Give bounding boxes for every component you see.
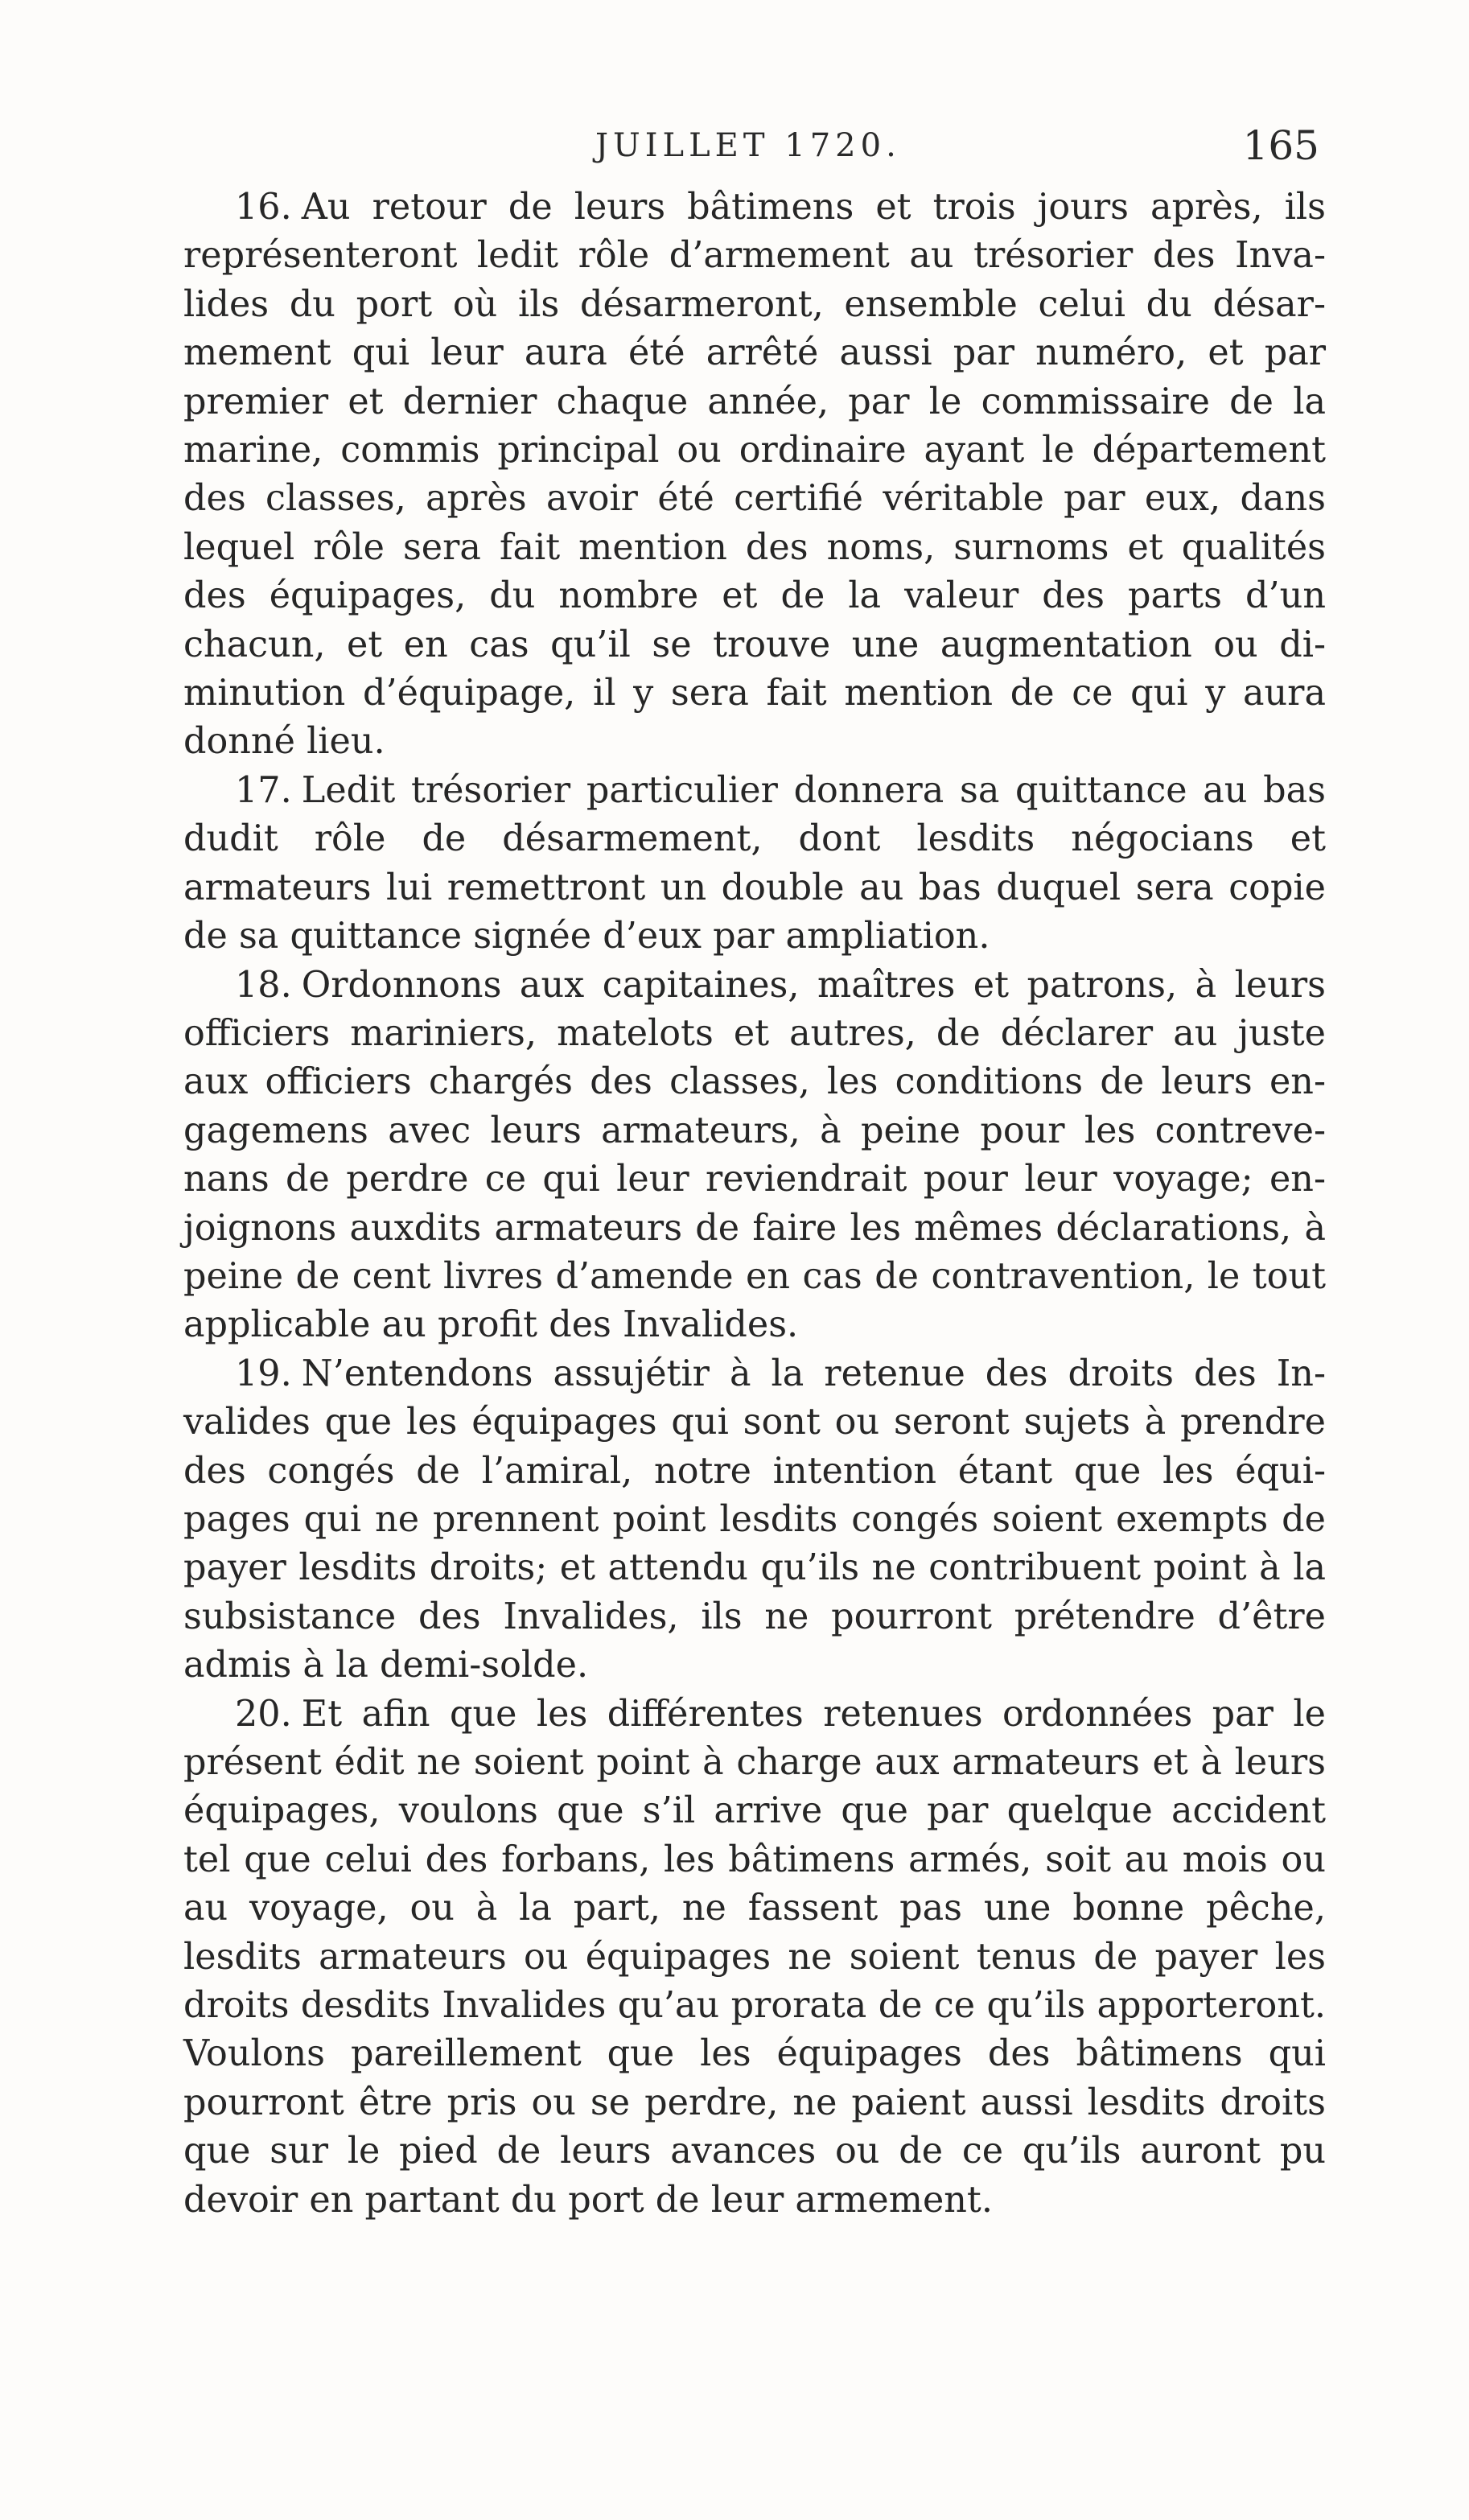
article-text: Et afin que les différentes retenues ordonnées par le présent édit ne soient point à charge aux armateurs et à leurs équipages, voulons que s’il arrive que par quelque accident tel que celui des forbans, les bâtimens armés, soit au mois ou au voyage, ou à la part, ne fassent pas une bonne pêche, lesdits armateurs ou équipages ne soient tenus de payer les droits desdits Invalides qu’au prorata de ce qu’ils apporteront. Voulons pareillement que les équipages des bâtimens qui pourront être pris ou se perdre, ne paient aussi lesdits droits que sur le pied de leurs avances ou de ce qu’ils auront pu devoir en partant du port de leur armement. xyxy=(183,1693,1326,2221)
body-text xyxy=(183,183,1326,2225)
page-number: 165 xyxy=(1242,122,1319,169)
article-number: 16. xyxy=(235,187,292,228)
article-17 xyxy=(183,767,1326,961)
article-text: Au retour de leurs bâtimens et trois jours après, ils représenteront ledit rôle d’armement au trésorier des Invalides du port où ils désarmeront, ensemble celui du désarmement qui leur aura été arrêté aussi par numéro, et par premier et dernier chaque année, par le commissaire de la marine, commis principal ou ordinaire ayant le département des classes, après avoir été certifié véritable par eux, dans lequel rôle sera fait mention des noms, surnoms et qualités des équipages, du nombre et de la valeur des parts d’un chacun, et en cas qu’il se trouve une augmentation ou diminution d’équipage, il y sera fait mention de ce qui y aura donné lieu. xyxy=(183,187,1326,763)
article-18 xyxy=(183,961,1326,1350)
article-number: 20. xyxy=(235,1693,292,1735)
article-16 xyxy=(183,183,1326,767)
article-19 xyxy=(183,1350,1326,1690)
article-number: 18. xyxy=(235,964,292,1006)
article-text: Ordonnons aux capitaines, maîtres et patrons, à leurs officiers mariniers, matelots et autres, de déclarer au juste aux officiers chargés des classes, les conditions de leurs engagemens avec leurs armateurs, à peine pour les contrevenans de perdre ce qui leur reviendrait pour leur voyage; enjoignons auxdits armateurs de faire les mêmes déclarations, à peine de cent livres d’amende en cas de contravention, le tout applicable au profit des Invalides. xyxy=(183,964,1326,1346)
article-20 xyxy=(183,1690,1326,2225)
article-text: Ledit trésorier particulier donnera sa quittance au bas dudit rôle de désarmement, dont lesdits négocians et armateurs lui remettront un double au bas duquel sera copie de sa quittance signée d’eux par ampliation. xyxy=(183,769,1326,957)
page-header xyxy=(185,121,1319,177)
article-number: 19. xyxy=(235,1353,292,1394)
article-text: N’entendons assujétir à la retenue des droits des Invalides que les équipages qui sont ou seront sujets à prendre des congés de l’amiral, notre intention étant que les équipages qui ne prennent point lesdits congés soient exempts de payer lesdits droits; et attendu qu’ils ne contribuent point à la subsistance des Invalides, ils ne pourront prétendre d’être admis à la demi-solde. xyxy=(183,1353,1326,1686)
article-number: 17. xyxy=(235,769,292,811)
running-title: JUILLET 1720. xyxy=(595,127,901,164)
